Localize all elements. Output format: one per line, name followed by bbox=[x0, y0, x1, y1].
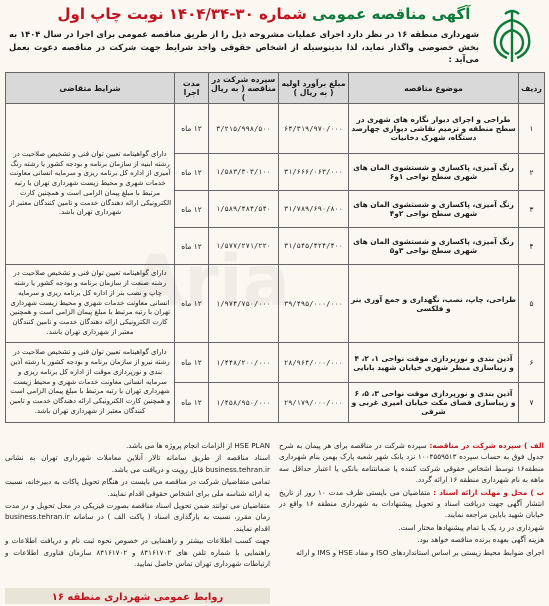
upload-note: متقاضیان می توانند ضمن تحویل اسناد مناقصه بصورت فیزیکی در محل تحویل و در مدت زمان مقرر، نسبت به بارگذاری اسناد ( پاکت الف ) در سامانه business.tehran.ir اقدام نمایند. bbox=[5, 501, 270, 533]
rejection-note: شهرداری در رد یک یا تمام پیشنهادها مختار است. bbox=[398, 522, 544, 532]
deadline-note bbox=[279, 487, 544, 521]
row-duration: ۱۲ ماه bbox=[175, 383, 209, 423]
row-number: ۷ bbox=[519, 383, 545, 423]
row-number: ۳ bbox=[519, 191, 545, 228]
table-row bbox=[6, 343, 545, 383]
notice-intro bbox=[9, 28, 479, 66]
public-relations-signature: روابط عمومی شهرداری منطقه ۱۶ bbox=[51, 591, 224, 603]
deadline-note-title: ب ) محل و مهلت ارائه اسناد : bbox=[433, 487, 544, 497]
tender-table bbox=[5, 72, 545, 423]
header-duration: مدت اجرا bbox=[175, 73, 209, 104]
header-row-number: ردیف bbox=[519, 73, 545, 104]
hse-note: HSE PLAN از الزامات انجام پروژه ها می باشد. bbox=[125, 441, 270, 450]
row-number: ۲ bbox=[519, 154, 545, 191]
row-duration: ۱۲ ماه bbox=[175, 265, 209, 343]
row-number: ۴ bbox=[519, 228, 545, 265]
row-conditions: دارای گواهینامه تعیین توان فنی و تشخیص صلاحیت در رشته صنعت از سازمان برنامه و بودجه کشور یا رشته چاپ و نصب بنر از اداره کل برنامه ریزی و سرمایه انسانی معاونت خدمات شهری و محیط زیست شهرداری تهران با رتبه مرتبط با مبلغ پیمان الزامی است و همچنین کارت الکترونیکی ارائه دهندگان خدمت و تامین کنندگان معتبر از شهرداری تهران باشد. bbox=[6, 265, 175, 343]
notice-header bbox=[6, 4, 543, 70]
notice-title-number: شماره ۳۰-۱۴۰۴/۳۴ نوبت چاپ اول bbox=[57, 5, 307, 23]
row-subject: طراحی و اجرای دیوار نگاره های شهری در سطح منطقه و ترمیم نقاشی دیواری چهارصد دستگاه، شهرک دخانیات bbox=[349, 104, 519, 154]
row-number: ۶ bbox=[519, 343, 545, 383]
row-conditions: دارای گواهینامه تعیین توان فنی و تشخیص صلاحیت در رشته ابنیه از سازمان برنامه و بودجه کشور یا رشته رنگ آمیزی از اداره کل برنامه ریزی و سرمایه انسانی معاونت خدمات شهری و محیط زیست شهرداری تهران با رتبه مرتبط با مبلغ پیمان الزامی است و همچنین کارت الکترونیکی ارائه دهندگان خدمت و تامین کنندگان معتبر از شهرداری تهران باشد. bbox=[6, 104, 175, 265]
row-subject: رنگ آمیزی، پاکسازی و شستشوی المان های شهری سطح نواحی ۳و۵ bbox=[349, 228, 519, 265]
row-deposit: ۱/۵۸۳/۳۰۳/۱۰۰ bbox=[209, 154, 279, 191]
row-estimate: ۳۱/۵۴۵/۴۲۴/۴۰۰ bbox=[279, 228, 349, 265]
row-deposit: ۱/۴۵۸/۹۵۰/۰۰۰ bbox=[209, 383, 279, 423]
row-deposit: ۳/۲۱۵/۹۹۸/۵۰۰ bbox=[209, 104, 279, 154]
header-deposit: سپرده شرکت در مناقصه ( به ریال ) bbox=[209, 73, 279, 104]
notice-title bbox=[49, 4, 479, 24]
row-deposit: ۱/۵۸۹/۴۸۴/۵۴۰ bbox=[209, 191, 279, 228]
row-number: ۵ bbox=[519, 265, 545, 343]
deadline-note-text: متقاضیان می بایستی ظرف مدت ۱۰ روز از تاریخ انتشار آگهی جهت دریافت اسناد و تحویل پیشنهادات به شهرداری منطقه ۱۶ واقع در خیابان شهید بابایی مراجعه نمایند. bbox=[279, 487, 544, 520]
intro-text: شهرداری منطقه ۱۶ در نظر دارد اجرای عملیات مشروحه ذیل را از طریق مناقصه عمومی برای اجرا در سال ۱۴۰۴ به بخش خصوصی واگذار نماید، لذا بدینوسیله از اشخاص حقوقی واجد شرایط جهت شرکت در مناقصه دعوت بعمل می‌آید : bbox=[9, 29, 480, 64]
national-id-note: تمامی متقاضیان شرکت در مناقصه می بایست در هنگام تحویل پاکات به دبیرخانه، نسبت به ارائه شناسه ملی برای اشخاص حقوقی اقدام نمایند. bbox=[5, 477, 270, 498]
row-subject: طراحی، چاپ، نصب، نگهداری و جمع آوری بنر و فلکسی bbox=[349, 265, 519, 343]
table-row bbox=[6, 104, 545, 154]
notice-details bbox=[5, 440, 544, 604]
details-left-column bbox=[5, 440, 270, 604]
row-deposit: ۱/۹۷۴/۷۵۰/۰۰۰ bbox=[209, 265, 279, 343]
deposit-note bbox=[279, 440, 544, 486]
row-subject: رنگ آمیزی، پاکسازی و شستشوی المان های شهری سطح نواحی ۱و۶ bbox=[349, 154, 519, 191]
row-estimate: ۳۱/۷۸۹/۶۹۰/۸۰۰ bbox=[279, 191, 349, 228]
ad-cost-note: هزینه آگهی بعهده برنده مناقصه خواهد بود. bbox=[417, 535, 544, 545]
row-deposit: ۱/۴۴۸/۲۰۰/۰۰۰ bbox=[209, 343, 279, 383]
tehran-municipality-logo bbox=[483, 6, 541, 68]
notice-title-prefix: آگهی مناقصه عمومی bbox=[312, 5, 471, 23]
row-duration: ۱۲ ماه bbox=[175, 104, 209, 154]
deposit-note-text: سپرده شرکت در مناقصه برای هر پیمان به شرح جدول فوق به حساب سپرده ۱۰۰۴۵۵۹۵۱۳ نزد بانک شهر شعبه پارک بهمن بنام شهرداری منطقه۱۶ توسط اشخاص حقوقی شرکت کننده یا ضمانتنامه بانکی یا اعتبار حداقل سه ماهه به نام شهرداری منطقه ۱۶ ارائه گردد. bbox=[279, 441, 544, 485]
environment-note: اجرای ضوابط محیط زیستی بر اساس استانداردهای ISO و مفاد HSE و IMS و ارائه bbox=[296, 547, 544, 557]
row-estimate: ۶۴/۳۱۹/۹۷۰/۰۰۰ bbox=[279, 104, 349, 154]
table-header-row bbox=[6, 73, 545, 104]
details-right-column bbox=[279, 440, 544, 604]
row-duration: ۱۲ ماه bbox=[175, 154, 209, 191]
deposit-note-title: الف ) سپرده شرکت در مناقصه: bbox=[429, 441, 545, 450]
row-conditions: دارای گواهینامه تعیین توان فنی و تشخیص صلاحیت در رشته نیرو از سازمان برنامه و بودجه کشور یا رشته آذین بندی و نورپردازی موقت از اداره کل برنامه ریزی و سرمایه انسانی معاونت خدمات شهری و محیط زیست شهرداری تهران با رتبه مرتبط با مبلغ پیمان الزامی است و همچنین کارت الکترونیکی ارائه دهندگان خدمت و تامین کنندگان معتبر از شهرداری تهران باشد. bbox=[6, 343, 175, 423]
row-duration: ۱۲ ماه bbox=[175, 228, 209, 265]
header-subject: موضوع مناقصه bbox=[349, 73, 519, 104]
contact-note: جهت کسب اطلاعات بیشتر و راهنمایی در خصوص نحوه ثبت نام و دریافت اطلاعات و راهنمایی با شماره تلفن های ۸۴۱۶۱۷۰۲ و ۸۴۱۶۱۷۰۲ سازمان فناوری اطلاعات و ارتباطات شهرداری تهران تماس حاصل نمایید. bbox=[5, 536, 270, 569]
table-row bbox=[6, 265, 545, 343]
header-conditions: شرایط متقاضی bbox=[6, 73, 175, 104]
row-duration: ۱۲ ماه bbox=[175, 343, 209, 383]
row-subject: آذین بندی و نورپردازی موقت نواحی ۳، ۵، ۶ و زیباسازی فضای مکث خیابان امیری غربی و شرقی bbox=[349, 383, 519, 423]
row-estimate: ۳۱/۶۶۶/۰۶۳/۰۰۰ bbox=[279, 154, 349, 191]
row-number: ۱ bbox=[519, 104, 545, 154]
row-duration: ۱۲ ماه bbox=[175, 191, 209, 228]
row-subject: رنگ آمیزی، پاکسازی و شستشوی المان های شهری سطح نواحی ۲و۴ bbox=[349, 191, 519, 228]
row-subject: آذین بندی و نورپردازی موقت نواحی ۱، ۲، ۴ و زیباسازی منظر شهری خیابان شهید بابایی bbox=[349, 343, 519, 383]
row-deposit: ۱/۵۷۷/۲۷۱/۲۲۰ bbox=[209, 228, 279, 265]
documents-note: اسناد مناقصه از طریق سامانه تالار آنلاین معاملات شهرداری تهران به نشانی business.tehran.ir قابل رویت و دریافت می باشد. bbox=[5, 453, 270, 474]
row-estimate: ۲۹/۱۷۹/۰۰۰/۰۰۰ bbox=[279, 383, 349, 423]
row-estimate: ۳۹/۴۹۵/۰۰۰/۰۰۰ bbox=[279, 265, 349, 343]
row-estimate: ۲۸/۹۶۴/۰۰۰/۰۰۰ bbox=[279, 343, 349, 383]
header-estimate: مبلغ برآورد اولیه ( به ریال ) bbox=[279, 73, 349, 104]
